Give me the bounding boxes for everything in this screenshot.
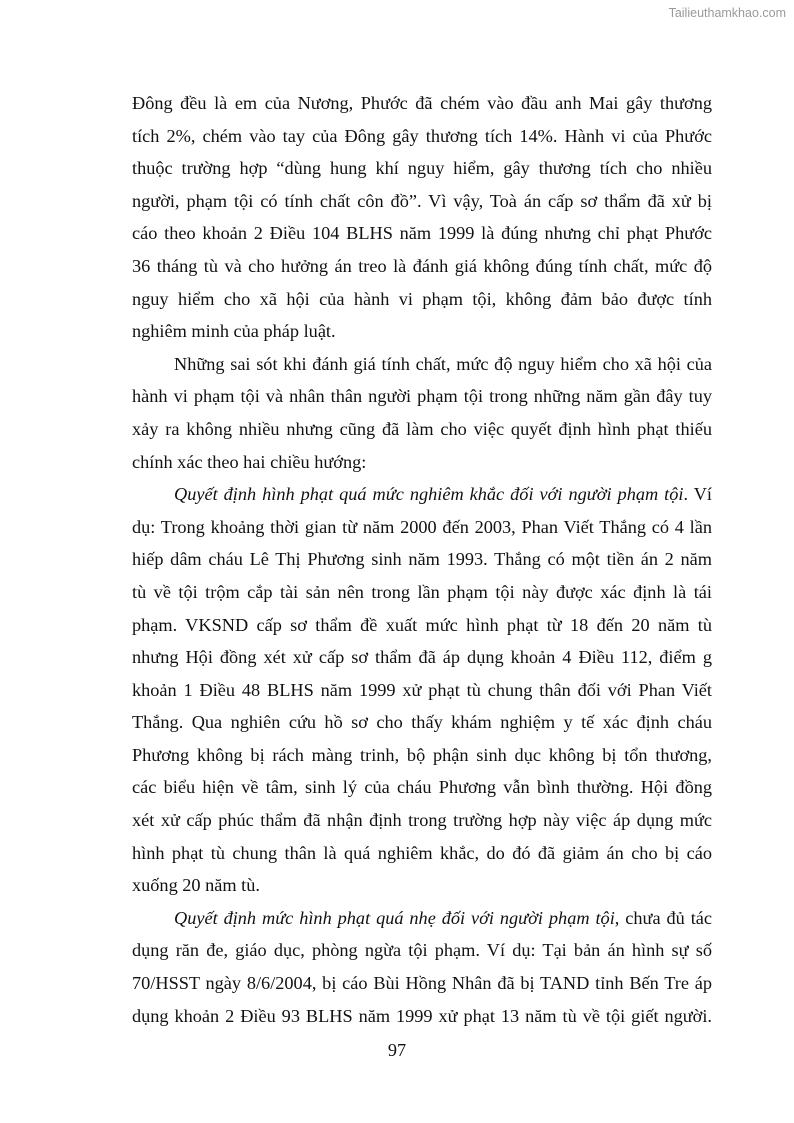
text-line: hình phạt tù chung thân là quá nghiêm khắc, do đó đã giảm án cho bị cáo — [132, 842, 712, 863]
text-line: cáo theo khoản 2 Điều 104 BLHS năm 1999 là đúng nhưng chỉ phạt Phước — [132, 223, 712, 244]
text-line: xét xử cấp phúc thẩm đã nhận định trong trường hợp này việc áp dụng mức — [132, 810, 712, 831]
text-line: dụng răn đe, giáo dục, phòng ngừa tội phạm. Ví dụ: Tại bản án hình sự số — [132, 940, 712, 961]
text-line: hiếp dâm cháu Lê Thị Phương sinh năm 1993. Thắng có một tiền án 2 năm — [132, 549, 712, 570]
text-line: hành vi phạm tội và nhân thân người phạm tội trong những năm gần đây tuy — [132, 386, 712, 407]
text-line: Thắng. Qua nghiên cứu hồ sơ cho thấy khám nghiệm y tế xác định cháu — [132, 712, 712, 733]
paragraph-first-line: Những sai sót khi đánh giá tính chất, mức độ nguy hiểm cho xã hội của — [174, 353, 712, 374]
text-line: 70/HSST ngày 8/6/2004, bị cáo Bùi Hồng Nhân đã bị TAND tỉnh Bến Tre áp — [132, 973, 712, 994]
text-line: Phương không bị rách màng trinh, bộ phận sinh dục không bị tổn thương, — [132, 744, 712, 765]
italic-heading: Quyết định mức hình phạt quá nhẹ đối với người phạm tội — [174, 907, 615, 928]
text-line: phạm. VKSND cấp sơ thẩm đề xuất mức hình phạt từ 18 đến 20 năm tù — [132, 614, 712, 635]
body-text — [132, 87, 712, 1032]
text-line: nghiêm minh của pháp luật. — [132, 321, 336, 342]
text-run: , chưa đủ tác — [614, 907, 712, 928]
text-line: Đông đều là em của Nương, Phước đã chém vào đầu anh Mai gây thương — [132, 93, 712, 113]
text-line: tích 2%, chém vào tay của Đông gây thương tích 14%. Hành vi của Phước — [132, 125, 712, 146]
watermark: Tailieuthamkhao.com — [668, 6, 786, 20]
text-run: . Ví — [683, 484, 713, 505]
text-line: tù về tội trộm cắp tài sản nên trong lần phạm tội này được xác định là tái — [132, 581, 712, 602]
text-line: người, phạm tội có tính chất côn đồ”. Vì vậy, Toà án cấp sơ thẩm đã xử bị — [132, 190, 712, 211]
text-line: dụ: Trong khoảng thời gian từ năm 2000 đến 2003, Phan Viết Thắng có 4 lần — [132, 516, 712, 537]
text-line: khoản 1 Điều 48 BLHS năm 1999 xử phạt tù chung thân đối với Phan Viết — [132, 679, 712, 700]
text-line: dụng khoản 2 Điều 93 BLHS năm 1999 xử phạt 13 năm tù về tội giết người. — [132, 1005, 712, 1026]
text-line: nhưng Hội đồng xét xử cấp sơ thẩm đã áp dụng khoản 4 Điều 112, điểm g — [132, 647, 712, 668]
paragraph-first-line — [132, 902, 712, 935]
text-line: thuộc trường hợp “dùng hung khí nguy hiểm, gây thương tích cho nhiều — [132, 158, 712, 179]
text-line: 36 tháng tù và cho hưởng án treo là đánh giá không đúng tính chất, mức độ — [132, 255, 712, 276]
paragraph-first-line — [132, 478, 712, 511]
text-line: các biểu hiện về tâm, sinh lý của cháu Phương vẫn bình thường. Hội đồng — [132, 777, 712, 798]
text-line: xảy ra không nhiều nhưng cũng đã làm cho việc quyết định hình phạt thiếu — [132, 418, 712, 439]
text-line: chính xác theo hai chiều hướng: — [132, 451, 367, 472]
text-line: xuống 20 năm tù. — [132, 875, 260, 896]
page-number: 97 — [387, 1040, 407, 1060]
italic-heading: Quyết định hình phạt quá mức nghiêm khắc đối với người phạm tội — [174, 484, 684, 505]
text-line: nguy hiểm cho xã hội của hành vi phạm tội, không đảm bảo được tính — [132, 288, 712, 309]
